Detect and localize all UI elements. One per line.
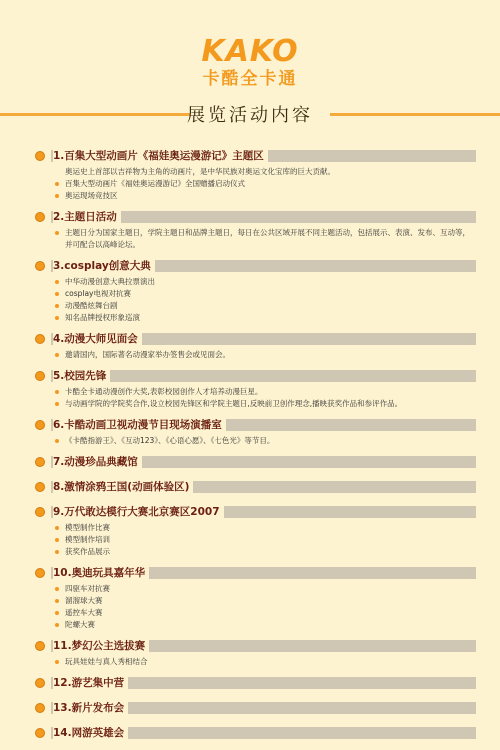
activity-section: [0, 675, 500, 700]
section-dot-icon: [35, 261, 45, 271]
section-title: [53, 331, 142, 347]
section-dot-icon: [35, 457, 45, 467]
activity-section: [0, 638, 500, 675]
section-title-text: 9.万代敢达模行大赛北京赛区2007: [53, 506, 224, 518]
page-heading: 展览活动内容: [187, 105, 313, 126]
section-item: 动漫酷炫舞台剧: [55, 300, 470, 312]
activity-section: [0, 417, 500, 454]
section-dot-icon: [35, 371, 45, 381]
section-title-row: [0, 258, 500, 274]
section-title-text: 14.网游英雄会: [53, 727, 128, 739]
section-title-text: 7.动漫珍品典藏馆: [53, 456, 142, 468]
section-title: [53, 368, 110, 384]
section-title: [53, 565, 149, 581]
section-item: 与动画学院的学院奖合作,设立校园先锋区和学院主题日,反映前卫创作理念,播映获奖作品和参评作品。: [55, 398, 470, 410]
section-dot-icon: [35, 420, 45, 430]
section-title: [53, 725, 128, 741]
section-title-text: 10.奥迪玩具嘉年华: [53, 567, 149, 579]
section-title-row: [0, 368, 500, 384]
section-item: 遥控车大赛: [55, 607, 470, 619]
section-item: 奥运史上首部以吉祥物为主角的动画片，是中华民族对奥运文化宝库的巨大贡献。: [65, 167, 335, 176]
section-title-text: 1.百集大型动画片《福娃奥运漫游记》主题区: [53, 150, 268, 162]
kako-logo: [0, 36, 500, 90]
section-dot-icon: [35, 334, 45, 344]
section-item: 模型制作培训: [55, 534, 470, 546]
section-title: [53, 209, 121, 225]
activity-section: [0, 565, 500, 638]
section-dot-icon: [35, 482, 45, 492]
section-title-row: [0, 479, 500, 495]
section-title-text: 12.游艺集中营: [53, 677, 128, 689]
section-title-row: [0, 675, 500, 691]
section-title: [53, 417, 226, 433]
activity-section: [0, 331, 500, 368]
section-item: 知名品牌授权形象巡演: [55, 312, 470, 324]
section-title-text: 2.主题日活动: [53, 211, 121, 223]
section-item: 玩具娃娃与真人秀相结合: [55, 656, 470, 668]
section-item: 《卡酷指游王》、《互动123》、《心语心愿》、《七色光》等节目。: [55, 435, 470, 447]
section-title-text: 3.cosplay创意大典: [53, 260, 155, 272]
activity-section: [0, 368, 500, 417]
section-title: [53, 148, 268, 164]
section-item: 陀螺大赛: [55, 619, 470, 631]
section-title-text: 5.校园先锋: [53, 370, 110, 382]
section-title-text: 4.动漫大师见面会: [53, 333, 142, 345]
section-dot-icon: [35, 728, 45, 738]
section-dot-icon: [35, 703, 45, 713]
section-item: 获奖作品展示: [55, 546, 470, 558]
section-title-row: [0, 565, 500, 581]
section-title-row: [0, 454, 500, 470]
logo-text-en: KAKO: [201, 34, 299, 69]
section-item: 主题日分为国家主题日，学院主题日和品牌主题日，每日在公共区域开展不同主题活动，包括展示、表演、发布、互动等，并可配合以高峰论坛。: [55, 227, 470, 251]
section-item: 奥运现场竞技区: [55, 190, 470, 202]
activity-section: [0, 454, 500, 479]
section-dot-icon: [35, 151, 45, 161]
section-title-row: [0, 209, 500, 225]
activity-sections: [0, 148, 500, 750]
activity-section: [0, 504, 500, 565]
section-title: [53, 454, 142, 470]
section-title-text: 11.梦幻公主选拔赛: [53, 640, 149, 652]
section-dot-icon: [35, 641, 45, 651]
section-item: cosplay电视对抗赛: [55, 288, 470, 300]
section-item: 百集大型动画片《福娃奥运漫游记》全国赠播启动仪式: [55, 178, 470, 190]
activity-section: [0, 479, 500, 504]
activity-section: [0, 209, 500, 258]
section-item: 中华动漫创意大典拉票演出: [55, 276, 470, 288]
section-item: 卡酷全卡通动漫创作大奖,表彰校园创作人才培养动漫巨星。: [55, 386, 470, 398]
section-title-row: [0, 638, 500, 654]
section-title-text: 6.卡酷动画卫视动漫节目现场演播室: [53, 419, 226, 431]
activity-section: [0, 148, 500, 209]
section-title: [53, 638, 149, 654]
section-title: [53, 479, 193, 495]
section-item: 邀请国内，国际著名动漫家举办签售会或见面会。: [55, 349, 470, 361]
section-item: 模型制作比赛: [55, 522, 470, 534]
section-dot-icon: [35, 212, 45, 222]
section-dot-icon: [35, 568, 45, 578]
section-title: [53, 675, 128, 691]
section-title: [53, 258, 155, 274]
section-dot-icon: [35, 678, 45, 688]
section-title-row: [0, 148, 500, 164]
section-title-row: [0, 725, 500, 741]
section-title-bar: [51, 370, 476, 382]
section-title-row: [0, 331, 500, 347]
section-title-row: [0, 504, 500, 520]
section-item: 溜溜球大赛: [55, 595, 470, 607]
activity-section: [0, 258, 500, 331]
logo-text-cn: 卡酷全卡通: [202, 69, 298, 89]
section-dot-icon: [35, 507, 45, 517]
section-title-text: 8.激情涂鸦王国(动画体验区): [53, 481, 193, 493]
section-title-text: 13.新片发布会: [53, 702, 128, 714]
section-title-row: [0, 417, 500, 433]
activity-section: [0, 725, 500, 750]
section-title: [53, 504, 224, 520]
section-item: 四驱车对抗赛: [55, 583, 470, 595]
activity-section: [0, 700, 500, 725]
